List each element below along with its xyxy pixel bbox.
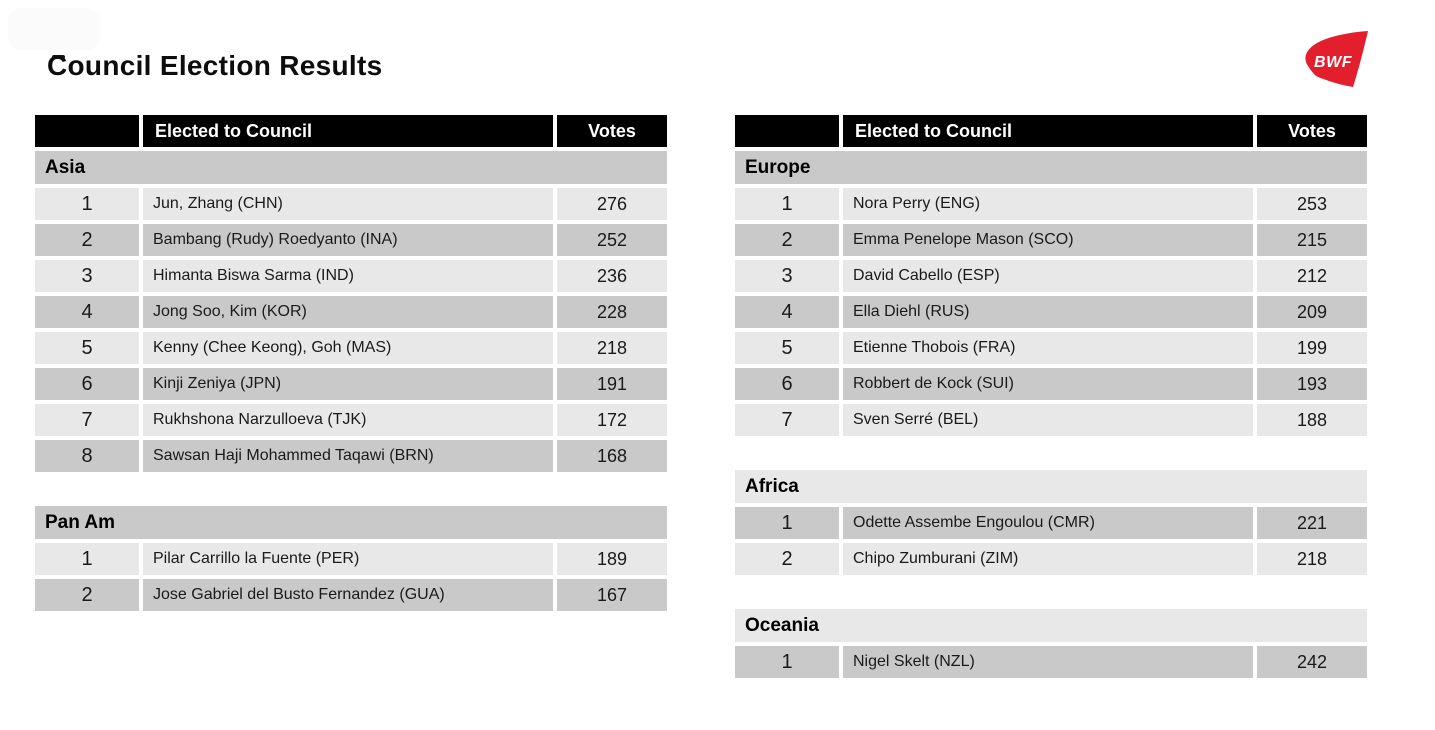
table-row xyxy=(735,296,1367,328)
votes-cell: 236 xyxy=(557,260,667,292)
candidate-name-cell: Emma Penelope Mason (SCO) xyxy=(843,224,1253,256)
votes-cell: 253 xyxy=(1257,188,1367,220)
table-header-row xyxy=(735,115,1367,147)
section-header-europe: Europe xyxy=(735,151,1367,184)
candidate-name-cell: Jose Gabriel del Busto Fernandez (GUA) xyxy=(143,579,553,611)
rank-header-cell xyxy=(35,115,139,147)
candidate-name-cell: Kinji Zeniya (JPN) xyxy=(143,368,553,400)
rank-cell: 1 xyxy=(735,507,839,539)
rank-cell: 2 xyxy=(35,224,139,256)
candidate-name-cell: Pilar Carrillo la Fuente (PER) xyxy=(143,543,553,575)
candidate-name-cell: Sawsan Haji Mohammed Taqawi (BRN) xyxy=(143,440,553,472)
table-row xyxy=(35,579,667,611)
table-row xyxy=(735,260,1367,292)
table-row xyxy=(735,224,1367,256)
candidate-name-cell: Nora Perry (ENG) xyxy=(843,188,1253,220)
rank-cell: 6 xyxy=(735,368,839,400)
faint-watermark-blob xyxy=(8,8,100,50)
rank-cell: 2 xyxy=(735,543,839,575)
votes-cell: 172 xyxy=(557,404,667,436)
candidate-name-cell: Bambang (Rudy) Roedyanto (INA) xyxy=(143,224,553,256)
shuttlecock-logo-icon xyxy=(1297,30,1371,88)
votes-cell: 218 xyxy=(1257,543,1367,575)
rank-cell: 1 xyxy=(35,543,139,575)
candidate-name-cell: Himanta Biswa Sarma (IND) xyxy=(143,260,553,292)
rank-cell: 4 xyxy=(35,296,139,328)
table-row xyxy=(735,404,1367,436)
candidate-name-cell: Nigel Skelt (NZL) xyxy=(843,646,1253,678)
candidate-name-cell: Jun, Zhang (CHN) xyxy=(143,188,553,220)
elected-to-council-header-cell: Elected to Council xyxy=(143,115,553,147)
votes-cell: 199 xyxy=(1257,332,1367,364)
rank-cell: 1 xyxy=(735,188,839,220)
votes-cell: 193 xyxy=(1257,368,1367,400)
votes-cell: 215 xyxy=(1257,224,1367,256)
votes-cell: 168 xyxy=(557,440,667,472)
candidate-name-cell: Kenny (Chee Keong), Goh (MAS) xyxy=(143,332,553,364)
rank-cell: 3 xyxy=(35,260,139,292)
table-row xyxy=(35,188,667,220)
votes-header-cell: Votes xyxy=(1257,115,1367,147)
section-header-oceania: Oceania xyxy=(735,609,1367,642)
votes-cell: 252 xyxy=(557,224,667,256)
table-row xyxy=(35,368,667,400)
page-title: Council Election Results xyxy=(47,50,383,81)
rank-cell: 7 xyxy=(735,404,839,436)
table-row xyxy=(35,260,667,292)
section-header-africa: Africa xyxy=(735,470,1367,503)
logo-text: BWF xyxy=(1314,54,1352,71)
section-header-pan-am: Pan Am xyxy=(35,506,667,539)
section-europe xyxy=(735,151,1367,436)
votes-cell: 189 xyxy=(557,543,667,575)
table-row xyxy=(735,368,1367,400)
candidate-name-cell: Jong Soo, Kim (KOR) xyxy=(143,296,553,328)
candidate-name-cell: David Cabello (ESP) xyxy=(843,260,1253,292)
results-table-right xyxy=(735,115,1367,682)
candidate-name-cell: Etienne Thobois (FRA) xyxy=(843,332,1253,364)
rank-cell: 1 xyxy=(735,646,839,678)
votes-header-cell: Votes xyxy=(557,115,667,147)
section-africa xyxy=(735,470,1367,575)
votes-cell: 228 xyxy=(557,296,667,328)
table-row xyxy=(35,224,667,256)
candidate-name-cell: Odette Assembe Engoulou (CMR) xyxy=(843,507,1253,539)
votes-cell: 221 xyxy=(1257,507,1367,539)
table-row xyxy=(735,332,1367,364)
rank-cell: 2 xyxy=(35,579,139,611)
rank-cell: 7 xyxy=(35,404,139,436)
votes-cell: 276 xyxy=(557,188,667,220)
rank-cell: 1 xyxy=(35,188,139,220)
table-row xyxy=(35,404,667,436)
candidate-name-cell: Sven Serré (BEL) xyxy=(843,404,1253,436)
section-oceania xyxy=(735,609,1367,678)
table-row xyxy=(35,296,667,328)
section-asia xyxy=(35,151,667,472)
results-table-left xyxy=(35,115,667,615)
table-row xyxy=(735,543,1367,575)
rank-cell: 5 xyxy=(35,332,139,364)
rank-cell: 6 xyxy=(35,368,139,400)
table-header-row xyxy=(35,115,667,147)
votes-cell: 218 xyxy=(557,332,667,364)
candidate-name-cell: Ella Diehl (RUS) xyxy=(843,296,1253,328)
section-pan-am xyxy=(35,506,667,611)
votes-cell: 188 xyxy=(1257,404,1367,436)
table-row xyxy=(35,332,667,364)
rank-cell: 8 xyxy=(35,440,139,472)
candidate-name-cell: Rukhshona Narzulloeva (TJK) xyxy=(143,404,553,436)
candidate-name-cell: Chipo Zumburani (ZIM) xyxy=(843,543,1253,575)
table-row xyxy=(735,507,1367,539)
table-row xyxy=(35,440,667,472)
rank-cell: 4 xyxy=(735,296,839,328)
candidate-name-cell: Robbert de Kock (SUI) xyxy=(843,368,1253,400)
table-row xyxy=(735,188,1367,220)
rank-cell: 2 xyxy=(735,224,839,256)
rank-header-cell xyxy=(735,115,839,147)
bwf-logo xyxy=(1297,30,1371,88)
rank-cell: 3 xyxy=(735,260,839,292)
votes-cell: 209 xyxy=(1257,296,1367,328)
votes-cell: 167 xyxy=(557,579,667,611)
rank-cell: 5 xyxy=(735,332,839,364)
table-row xyxy=(35,543,667,575)
votes-cell: 191 xyxy=(557,368,667,400)
table-row xyxy=(735,646,1367,678)
section-header-asia: Asia xyxy=(35,151,667,184)
votes-cell: 212 xyxy=(1257,260,1367,292)
votes-cell: 242 xyxy=(1257,646,1367,678)
elected-to-council-header-cell: Elected to Council xyxy=(843,115,1253,147)
